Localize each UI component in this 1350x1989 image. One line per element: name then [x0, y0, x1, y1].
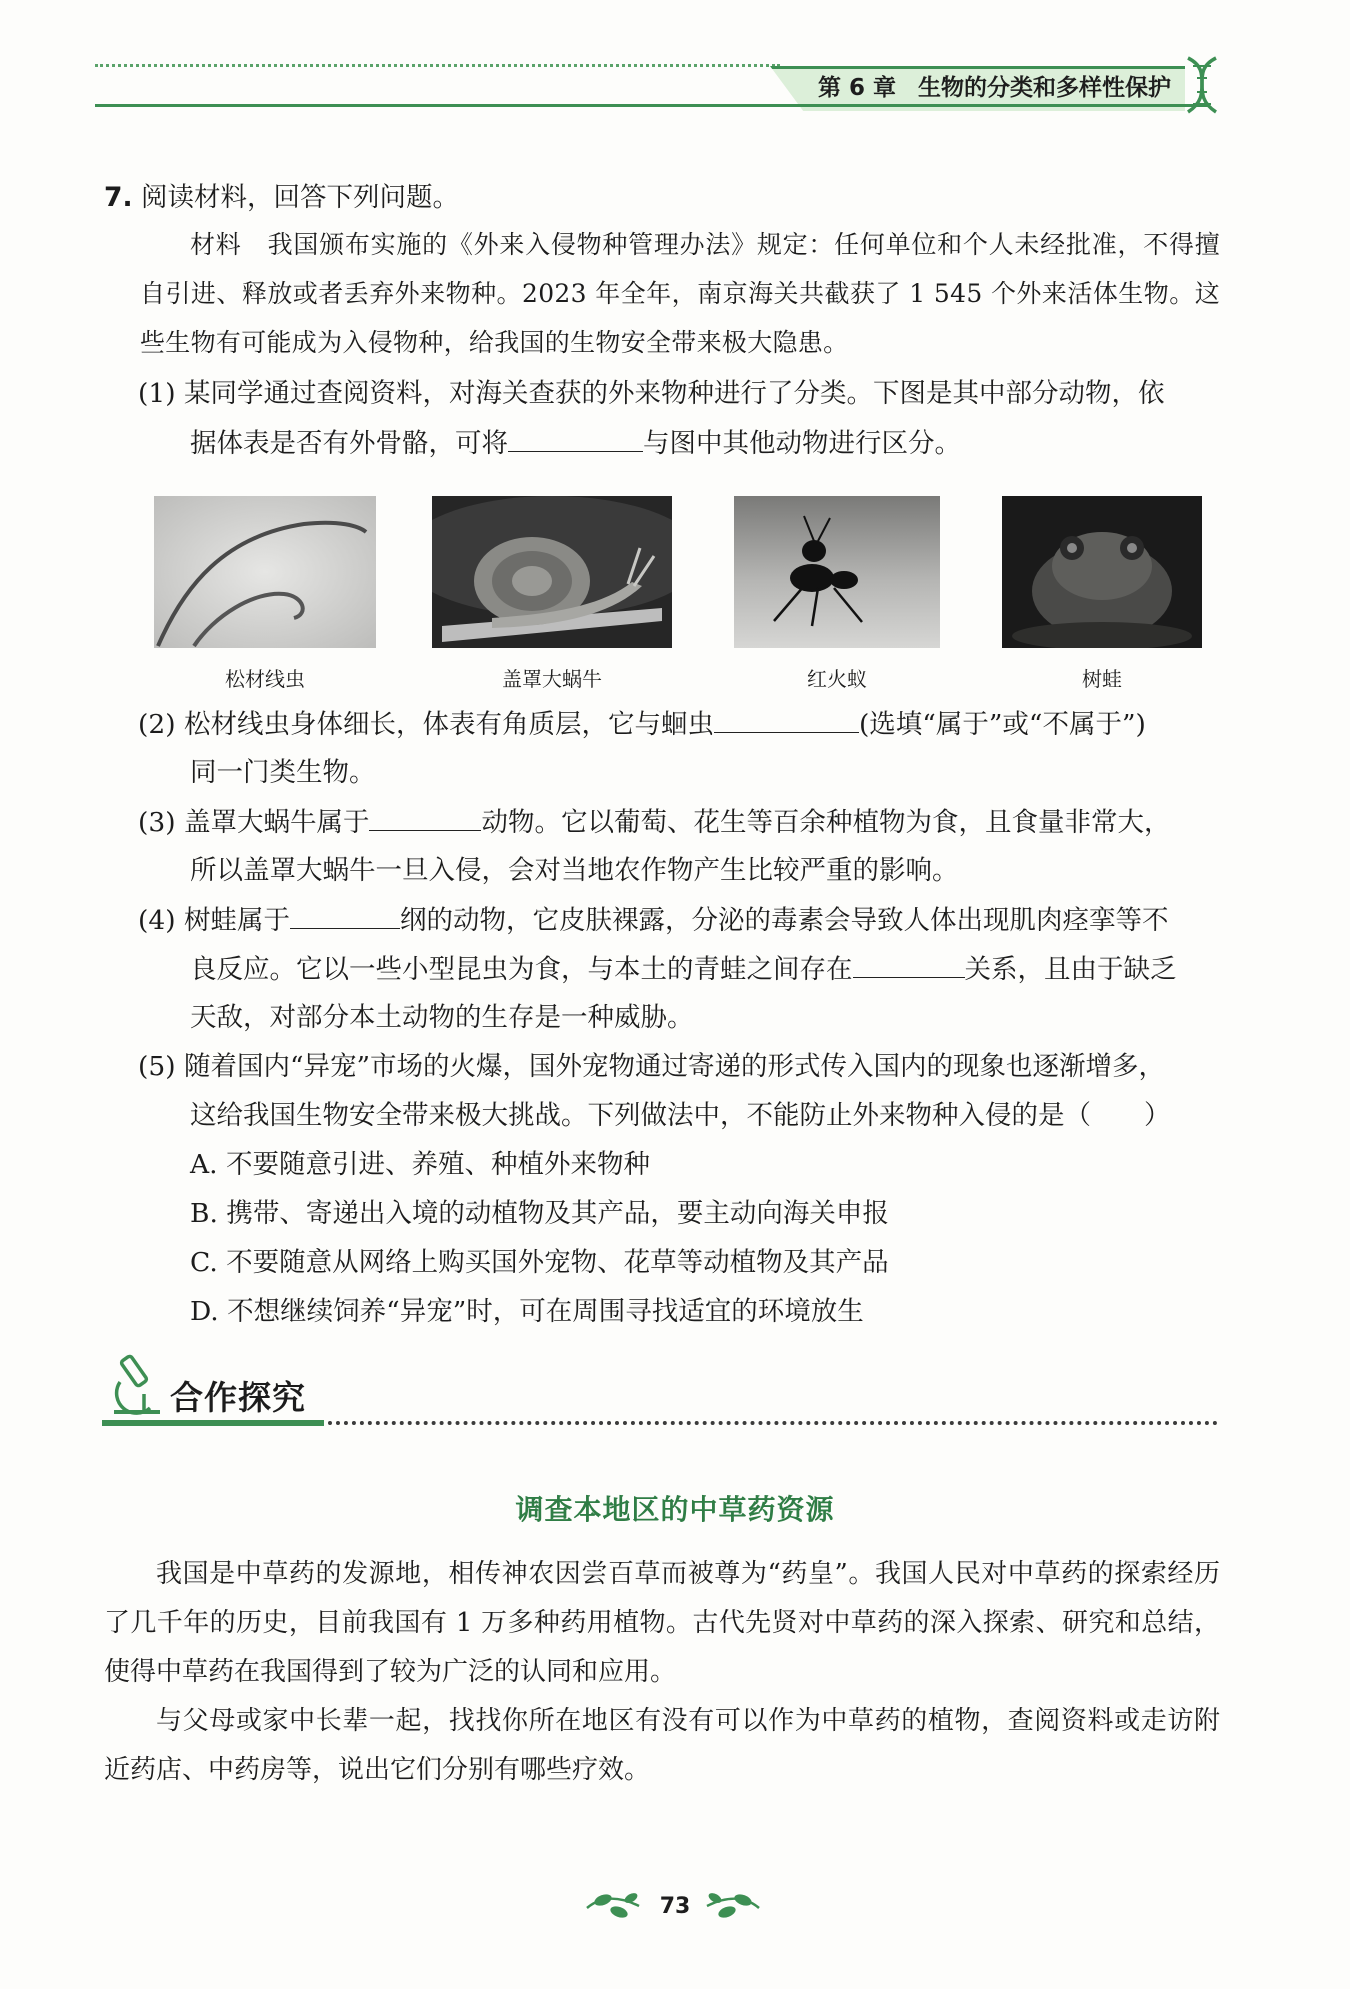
header-dotted-rule [95, 64, 780, 67]
q4-text-d: 关系，且由于缺乏 [964, 954, 1177, 985]
q2-text-b: (选填“属于”或“不属于”) [858, 709, 1146, 740]
subquestion-2-line-1 [138, 706, 1146, 743]
q4-text-a: (4) 树蛙属于 [138, 905, 290, 936]
nematode-photo [154, 496, 376, 648]
dna-icon [1180, 54, 1224, 116]
subquestion-5-line-2: 这给我国生物安全带来极大挑战。下列做法中，不能防止外来物种入侵的是（ ） [190, 1100, 1171, 1131]
answer-blank-1[interactable] [508, 425, 643, 452]
q3-text-b: 动物。它以葡萄、花生等百余种植物为食，且食量非常大， [481, 807, 1171, 838]
activity-title: 调查本地区的中草药资源 [515, 1493, 835, 1526]
ant-photo [734, 496, 940, 648]
leaf-ornament-right-icon [705, 1890, 761, 1920]
q1-text-a: 据体表是否有外骨骼，可将 [190, 428, 508, 459]
subquestion-1-line-1: (1) 某同学通过查阅资料，对海关查获的外来物种进行了分类。下图是其中部分动物，依 [138, 378, 1165, 409]
question-7-prompt [104, 180, 459, 216]
page-number: 73 [659, 1894, 691, 1919]
answer-blank-4[interactable] [290, 902, 400, 929]
subquestion-4-line-1 [138, 902, 1168, 939]
activity-paragraph-1: 我国是中草药的发源地，相传神农因尝百草而被尊为“药皇”。我国人民对中草药的探索经历了几千年的历史，目前我国有 1 万多种药用植物。古代先贤对中草药的深入探索、研究和总结，使得中草药在我国得到了较为广泛的认同和应用。 [104, 1559, 1220, 1687]
subquestion-2-line-2: 同一门类生物。 [190, 757, 376, 788]
question-prompt: 阅读材料，回答下列问题。 [140, 182, 459, 213]
subquestion-4-line-2 [190, 951, 1177, 988]
section-underline [102, 1420, 324, 1426]
photo-caption: 盖罩大蜗牛 [502, 667, 602, 691]
material-text: 我国颁布实施的《外来入侵物种管理办法》规定：任何单位和个人未经批准，不得擅自引进、释放或者丢弃外来物种。2023 年全年，南京海关共截获了 1 545 个外来活体生物。这些生物有可能成为入侵物种，给我国的生物安全带来极大隐患。 [140, 230, 1220, 357]
answer-blank-5[interactable] [853, 951, 965, 978]
activity-paragraph-2: 与父母或家中长辈一起，找找你所在地区有没有可以作为中草药的植物，查阅资料或走访附近药店、中药房等，说出它们分别有哪些疗效。 [104, 1706, 1220, 1785]
microscope-icon [106, 1352, 168, 1418]
q4-text-c: 良反应。它以一些小型昆虫为食，与本土的青蛙之间存在 [190, 954, 853, 985]
snail-photo [432, 496, 672, 648]
material-label: 材料 [190, 230, 242, 259]
answer-blank-3[interactable] [369, 804, 481, 831]
material-paragraph [140, 220, 1220, 367]
frog-photo [1002, 496, 1202, 648]
q4-text-b: 纲的动物，它皮肤裸露，分泌的毒素会导致人体出现肌肉痉挛等不 [399, 905, 1169, 936]
option-b[interactable]: B. 携带、寄递出入境的动植物及其产品，要主动向海关申报 [190, 1198, 889, 1229]
subquestion-5-line-1: (5) 随着国内“异宠”市场的火爆，国外宠物通过寄递的形式传入国内的现象也逐渐增多， [138, 1051, 1166, 1082]
photo-caption: 树蛙 [1082, 667, 1122, 691]
question-number: 7. [104, 182, 133, 213]
photo-caption: 红火蚁 [807, 667, 867, 691]
option-c[interactable]: C. 不要随意从网络上购买国外宠物、花草等动植物及其产品 [190, 1247, 889, 1278]
photo-caption: 松材线虫 [225, 667, 305, 691]
q1-text-b: 与图中其他动物进行区分。 [643, 428, 961, 459]
subquestion-3-line-1 [138, 804, 1170, 841]
q3-text-a: (3) 盖罩大蜗牛属于 [138, 807, 370, 838]
subquestion-4-line-3: 天敌，对部分本土动物的生存是一种威胁。 [190, 1002, 694, 1033]
q2-text-a: (2) 松材线虫身体细长，体表有角质层，它与蛔虫 [138, 709, 714, 740]
section-dotted-rule [328, 1421, 1218, 1425]
chapter-title: 生物的分类和多样性保护 [918, 75, 1172, 101]
chapter-number: 第 6 章 [818, 75, 897, 101]
option-a[interactable]: A. 不要随意引进、养殖、种植外来物种 [190, 1149, 650, 1180]
subquestion-3-line-2: 所以盖罩大蜗牛一旦入侵，会对当地农作物产生比较严重的影响。 [190, 855, 959, 886]
answer-blank-2[interactable] [714, 706, 859, 733]
option-d[interactable]: D. 不想继续饲养“异宠”时，可在周围寻找适宜的环境放生 [190, 1296, 864, 1327]
section-title: 合作探究 [170, 1378, 306, 1417]
chapter-header [818, 70, 1171, 106]
subquestion-1-line-2 [190, 425, 961, 462]
